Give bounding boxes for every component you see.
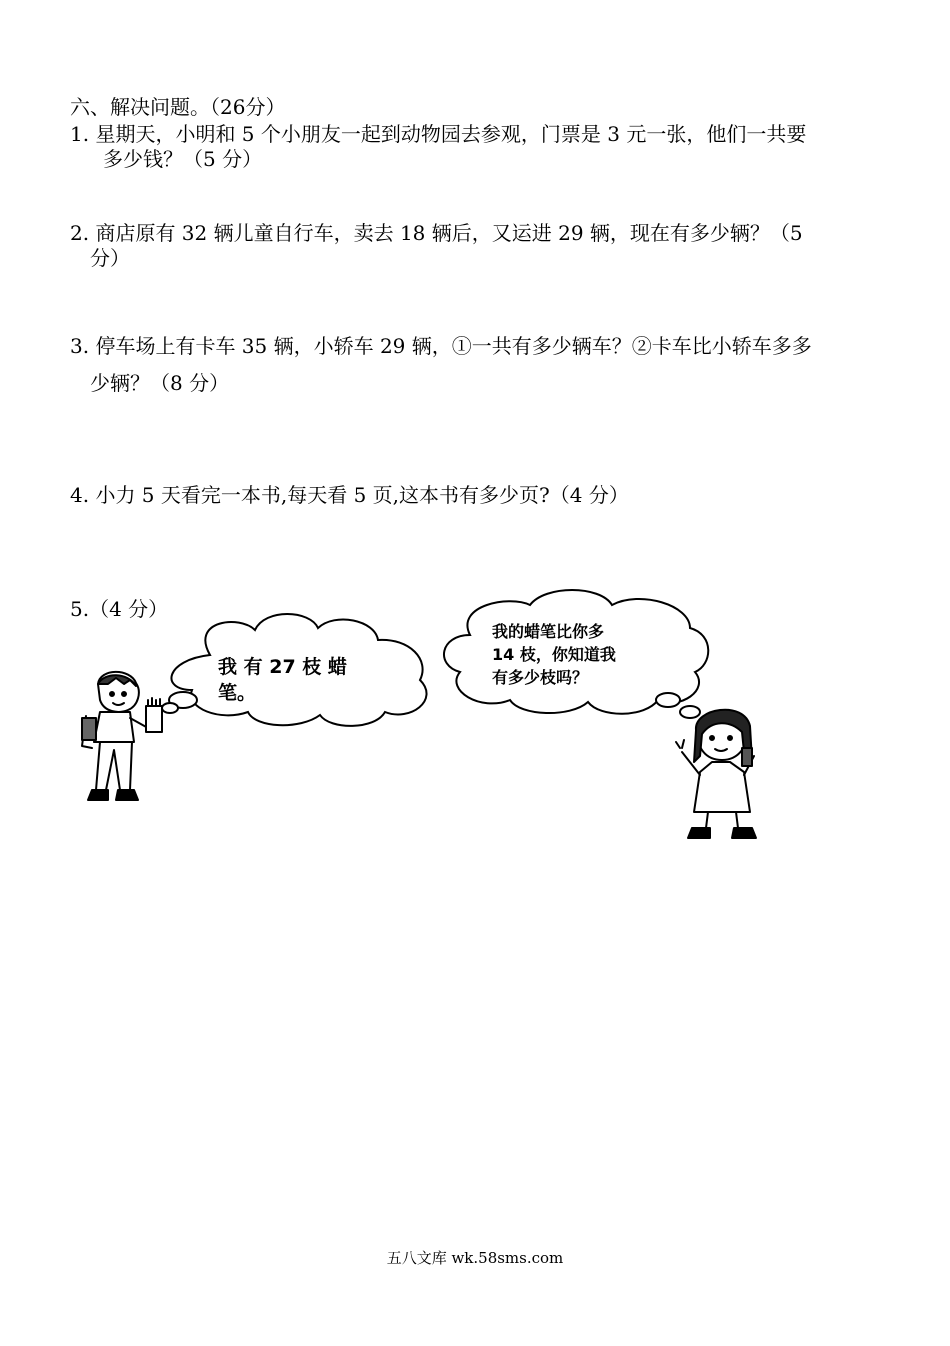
- girl-bubble-line-3: 有多少枝吗？: [492, 668, 589, 687]
- boy-bubble-line-1: 我 有 27 枝 蜡: [218, 656, 347, 678]
- question-2-line-1: 2. 商店原有 32 辆儿童自行车，卖去 18 辆后，又运进 29 辆，现在有多少辆？（5: [70, 221, 803, 245]
- girl-bubble-text: [492, 620, 616, 689]
- girl-bubble-line-2: 14 枝，你知道我: [492, 645, 616, 664]
- section-title: 六、解决问题。（26分）: [70, 95, 286, 119]
- question-3-line-2: 少辆？（8 分）: [90, 371, 230, 395]
- footer-watermark: 五八文库 wk.58sms.com: [386, 1249, 564, 1267]
- boy-bubble-line-2: 笔。: [218, 682, 257, 704]
- question-4: 4. 小力 5 天看完一本书,每天看 5 页,这本书有多少页?（4 分）: [70, 483, 629, 507]
- girl-bubble-line-1: 我的蜡笔比你多: [492, 622, 605, 641]
- girl-figure: [676, 710, 756, 838]
- question-1-line-2: 多少钱？（5 分）: [103, 147, 263, 171]
- question-1-line-1: 1. 星期天，小明和 5 个小朋友一起到动物园去参观，门票是 3 元一张，他们一共要: [70, 122, 807, 146]
- question-3-line-1: 3. 停车场上有卡车 35 辆，小轿车 29 辆，①一共有多少辆车？②卡车比小轿车多多: [70, 334, 812, 358]
- question-2-line-2: 分）: [90, 246, 130, 270]
- boy-bubble-text: [218, 654, 347, 706]
- question-5: 5.（4 分）: [70, 597, 169, 621]
- boy-figure: [82, 672, 162, 800]
